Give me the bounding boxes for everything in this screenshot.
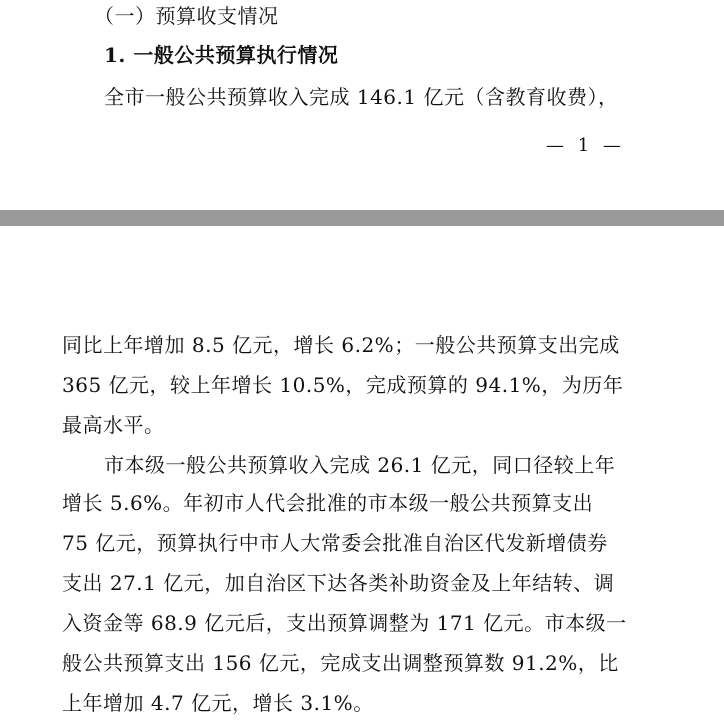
- subheading: 1. 一般公共预算执行情况: [104, 43, 339, 67]
- paragraph-line: 入资金等 68.9 亿元后，支出预算调整为 171 亿元。市本级一: [62, 611, 627, 635]
- section-heading: （一）预算收支情况: [94, 4, 279, 28]
- document-page-1: [0, 0, 724, 210]
- paragraph-line: 市本级一般公共预算收入完成 26.1 亿元，同口径较上年: [104, 453, 616, 477]
- page-number: — 1 —: [546, 135, 625, 156]
- paragraph-line: 75 亿元，预算执行中市人大常委会批准自治区代发新增债券: [62, 531, 608, 555]
- page-separator: [0, 210, 724, 226]
- paragraph-line: 支出 27.1 亿元，加自治区下达各类补助资金及上年结转、调: [62, 571, 615, 595]
- paragraph-line: 最高水平。: [62, 413, 165, 437]
- paragraph-line: 全市一般公共预算收入完成 146.1 亿元（含教育收费），: [104, 85, 619, 109]
- paragraph-line: 增长 5.6%。年初市人代会批准的市本级一般公共预算支出: [62, 491, 594, 515]
- document-page-2: [0, 226, 724, 726]
- paragraph-line: 上年增加 4.7 亿元，增长 3.1%。: [62, 691, 374, 715]
- paragraph-line: 365 亿元，较上年增长 10.5%，完成预算的 94.1%，为历年: [62, 373, 624, 397]
- paragraph-line: 般公共预算支出 156 亿元，完成支出调整预算数 91.2%，比: [62, 651, 619, 675]
- paragraph-line: 同比上年增加 8.5 亿元，增长 6.2%；一般公共预算支出完成: [62, 333, 620, 357]
